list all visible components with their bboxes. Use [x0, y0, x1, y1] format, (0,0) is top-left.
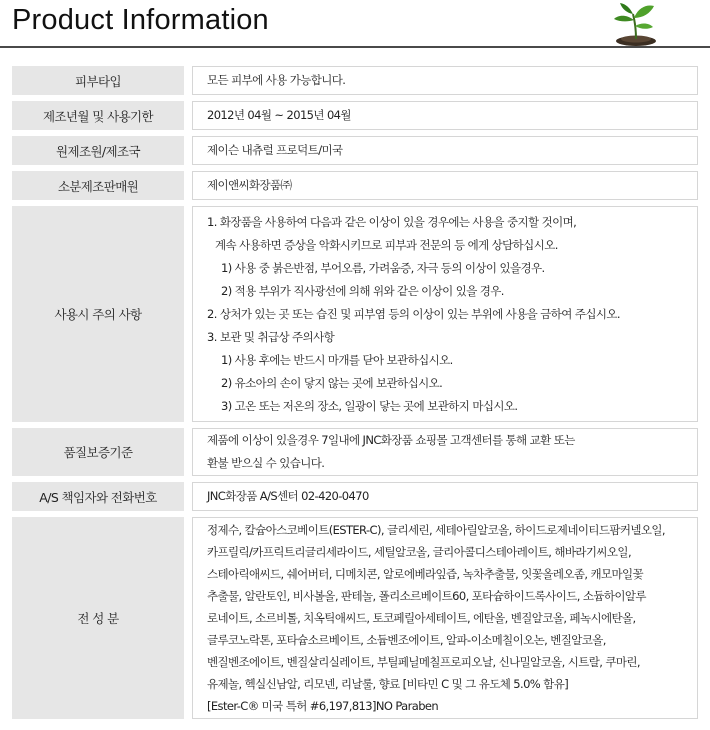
row-label: 피부타입	[12, 66, 184, 95]
row-value	[192, 482, 698, 511]
header-divider	[0, 46, 710, 48]
value-line: 벤질벤조에이트, 벤질살리실레이트, 부틸페닐메칠프로피오날, 신나밀알코올, 시트랄, 쿠마린,	[207, 655, 640, 669]
value-line: 1) 사용 중 붉은반점, 부어오름, 가려움증, 자극 등의 이상이 있을경우.	[221, 260, 545, 275]
table-row-distributor	[12, 171, 698, 200]
row-label: 원제조원/제조국	[12, 136, 184, 165]
row-label: 전 성 분	[12, 517, 184, 719]
value-line: 로네이트, 소르비톨, 치옥틱애씨드, 토코페릴아세테이트, 에탄올, 벤질알코올, 페녹시에탄올,	[207, 611, 636, 625]
value-line: 3. 보관 및 취급상 주의사항	[207, 329, 335, 344]
row-label: 품질보증기준	[12, 428, 184, 476]
row-value	[192, 171, 698, 200]
value-line: 스테아릭애씨드, 쉐어버터, 디메치콘, 알로에베라잎즙, 녹차추출물, 잇꽃올레오좀, 캐모마일꽃	[207, 567, 644, 581]
value-line: JNC화장품 A/S센터 02-420-0470	[207, 489, 369, 503]
value-line: 모든 피부에 사용 가능합니다.	[207, 73, 346, 87]
value-line: 계속 사용하면 증상을 악화시키므로 피부과 전문의 등 에게 상담하십시오.	[215, 237, 558, 252]
value-line: [Ester-C® 미국 특허 #6,197,813]NO Paraben	[207, 699, 439, 713]
table-row-manufacture-date	[12, 101, 698, 130]
value-line: 추출물, 알란토인, 비사볼올, 판테놀, 폴리소르베이트60, 포타슘하이드록사이드, 소듐하이알루	[207, 589, 646, 603]
value-line: 1) 사용 후에는 반드시 마개를 닫아 보관하십시오.	[221, 352, 453, 367]
value-line: 2. 상처가 있는 곳 또는 습진 및 피부염 등의 이상이 있는 부위에 사용을 금하여 주십시오.	[207, 306, 620, 321]
table-row-quality-guarantee	[12, 428, 698, 476]
table-row-after-service	[12, 482, 698, 511]
value-line: 제품에 이상이 있을경우 7일내에 JNC화장품 쇼핑몰 고객센터를 통해 교환 또는	[207, 433, 575, 447]
value-line: 1. 화장품을 사용하여 다음과 같은 이상이 있을 경우에는 사용을 중지할 것이며,	[207, 214, 577, 229]
value-line: 2) 적용 부위가 직사광선에 의해 위와 같은 이상이 있을 경우.	[221, 283, 504, 298]
row-value	[192, 66, 698, 95]
product-info-table	[12, 66, 698, 725]
page-title: Product Information	[12, 4, 269, 36]
row-label: 사용시 주의 사항	[12, 206, 184, 422]
value-line: 카프릴릭/카프릭트리글리세라이드, 세틸알코올, 글리아콜디스테아레이트, 해바라기씨오일,	[207, 545, 632, 559]
row-value	[192, 136, 698, 165]
row-value	[192, 428, 698, 476]
row-value	[192, 101, 698, 130]
value-line: 2) 유소아의 손이 닿지 않는 곳에 보관하십시오.	[221, 375, 443, 390]
row-label: A/S 책임자와 전화번호	[12, 482, 184, 511]
value-line: 2012년 04월 ~ 2015년 04월	[207, 108, 351, 122]
page-header	[0, 0, 710, 48]
table-row-precautions	[12, 206, 698, 422]
value-line: 제이앤씨화장품㈜	[207, 178, 292, 192]
row-label: 제조년월 및 사용기한	[12, 101, 184, 130]
value-line: 3) 고온 또는 저온의 장소, 일광이 닿는 곳에 보관하지 마십시오.	[221, 398, 518, 413]
table-row-origin	[12, 136, 698, 165]
table-row-skin-type	[12, 66, 698, 95]
value-line: 정제수, 칼슘아스코베이트(ESTER-C), 글리세린, 세테아릴알코올, 하이드로제네이티드팜커넬오일,	[207, 523, 665, 537]
sprout-plant-icon	[610, 0, 658, 46]
value-line: 제이슨 내츄럴 프로덕트/미국	[207, 143, 343, 157]
table-row-ingredients	[12, 517, 698, 719]
value-line: 유제놀, 헥실신남알, 리모넨, 리날룰, 향료 [비타민 C 및 그 유도체 5.0% 함유]	[207, 677, 569, 691]
row-value	[192, 517, 698, 719]
value-line: 환불 받으실 수 있습니다.	[207, 456, 325, 470]
row-label: 소분제조판매원	[12, 171, 184, 200]
value-line: 글루코노락톤, 포타슘소르베이트, 소듐벤조에이트, 알파-이소메칠이오논, 벤질알코올,	[207, 633, 606, 647]
row-value	[192, 206, 698, 422]
